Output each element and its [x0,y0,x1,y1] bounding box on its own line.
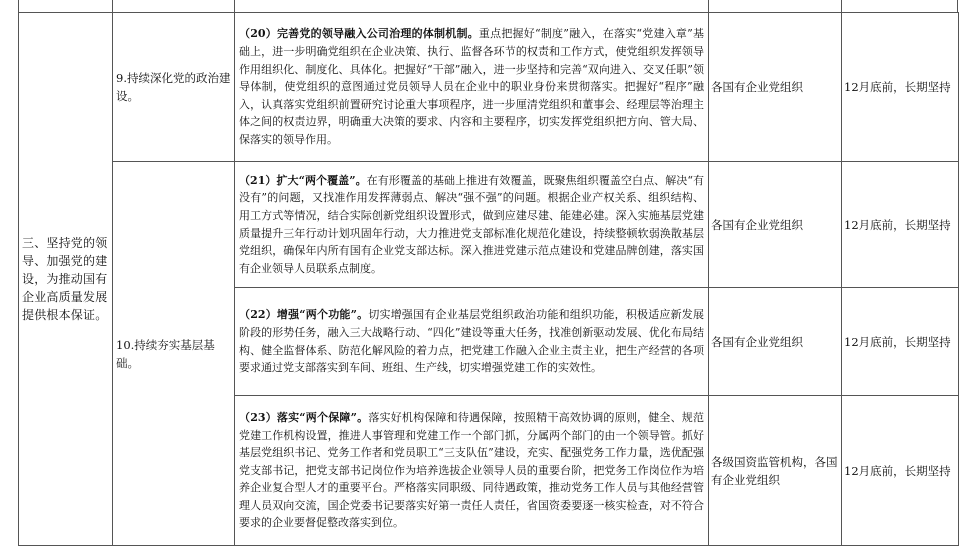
task-cell [113,162,235,546]
responsible-unit: 各国有企业党组织 [711,217,803,232]
task-cell [113,13,235,162]
section-title: 三、坚持党的领导、加强党的建设，为推动国有企业高质量发展提供根本保证。 [22,236,108,322]
measure-title: （21）扩大“两个覆盖”。 [239,173,367,187]
measure-title: （20）完善党的领导融入公司治理的体制机制。 [239,27,479,41]
table-top-continuation [18,0,958,12]
measure-cell [235,288,709,396]
deadline-cell [842,13,959,162]
measure-body: 落实好机构保障和待遇保障，按照精干高效协调的原则，健全、规范党建工作机构设置，推进人事管理和党建工作一个部门抓，分属两个部门的由一个领导管。抓好基层党组织书记、党务工作者和党员职工“三支队伍”建设，充实、配强党务工作力量，选优配强党支部书记，把党支部书记岗位作为培养选拔企业领导人员的重要台阶，把党务工作岗位作为培养企业复合型人才的重要平台。严格落实同职级、同待遇政策，推动党务工作人员与其他经营管理人员双向交流，国企党委书记要落实好第一责任人责任，省国资委要逐一核实检查，对不符合要求的企业要督促整改落实到位。 [239,410,704,530]
deadline: 12月底前，长期坚持 [844,80,951,94]
table-row [19,162,959,288]
measure-body: 重点把握好“制度”融入，在落实“党建入章”基础上，进一步明确党组织在企业决策、执行、监督各环节的权责和工作方式，使党组织发挥领导作用组织化、制度化、具体化。把握好“干部”融入，进一步坚持和完善“双向进入、交叉任职”领导体制，使党组织的意图通过党员领导人员在企业中的职业身份来贯彻落实。把握好“程序”融入，认真落实党组织前置研究讨论重大事项程序，进一步厘清党组织和董事会、经理层等治理主体之间的权责边界，明确重大决策的要求、内容和主要程序，切实发挥党组织把方向、管大局、保落实的领导作用。 [239,27,704,146]
responsible-unit-cell [709,162,842,288]
responsible-unit: 各国有企业党组织 [711,334,803,349]
deadline-cell [842,288,959,396]
measure-cell [235,396,709,546]
deadline: 12月底前，长期坚持 [844,217,951,232]
table-row [19,13,959,162]
responsible-unit-cell [709,288,842,396]
responsible-unit-cell [709,13,842,162]
task-label: 10.持续夯实基层基础。 [116,337,215,370]
deadline-cell [842,162,959,288]
measure-title: （23）落实“两个保障”。 [239,410,369,424]
responsible-unit-cell [709,396,842,546]
measure-body: 切实增强国有企业基层党组织政治功能和组织功能，积极适应新发展阶段的形势任务，融入三大战略行动、“四化”建设等重大任务，找准创新驱动发展、优化布局结构、健全监督体系、防范化解风险的着力点，把党建工作融入企业主责主业，把生产经营的各项要求通过党支部落实到车间、班组、生产线，切实增强党建工作的实效性。 [239,308,704,375]
measure-title: （22）增强“两个功能”。 [239,308,369,322]
section-title-cell [19,13,113,546]
deadline: 12月底前，长期坚持 [844,334,951,349]
responsible-unit: 各级国资监管机构，各国有企业党组织 [711,454,838,487]
task-label: 9.持续深化党的政治建设。 [116,71,231,103]
measure-cell [235,13,709,162]
deadline-cell [842,396,959,546]
deadline: 12月底前，长期坚持 [844,463,951,478]
measure-body: 在有形覆盖的基础上推进有效覆盖，既聚焦组织覆盖空白点、解决“有没有”的问题，又找准作用发挥薄弱点、解决“强不强”的问题。根据企业产权关系、组织结构、用工方式等情况，结合实际创新党组织设置形式，做到应建尽建、能建必建。深入实施基层党建质量提升三年行动计划巩固年行动，大力推进党支部标准化规范化建设，持续整顿软弱涣散基层党组织，确保年内所有国有企业党支部达标。深入推进党建示范点建设和党建品牌创建，落实国有企业领导人员联系点制度。 [239,173,704,275]
responsible-unit: 各国有企业党组织 [711,80,803,94]
measure-cell [235,162,709,288]
work-plan-table [18,12,959,546]
